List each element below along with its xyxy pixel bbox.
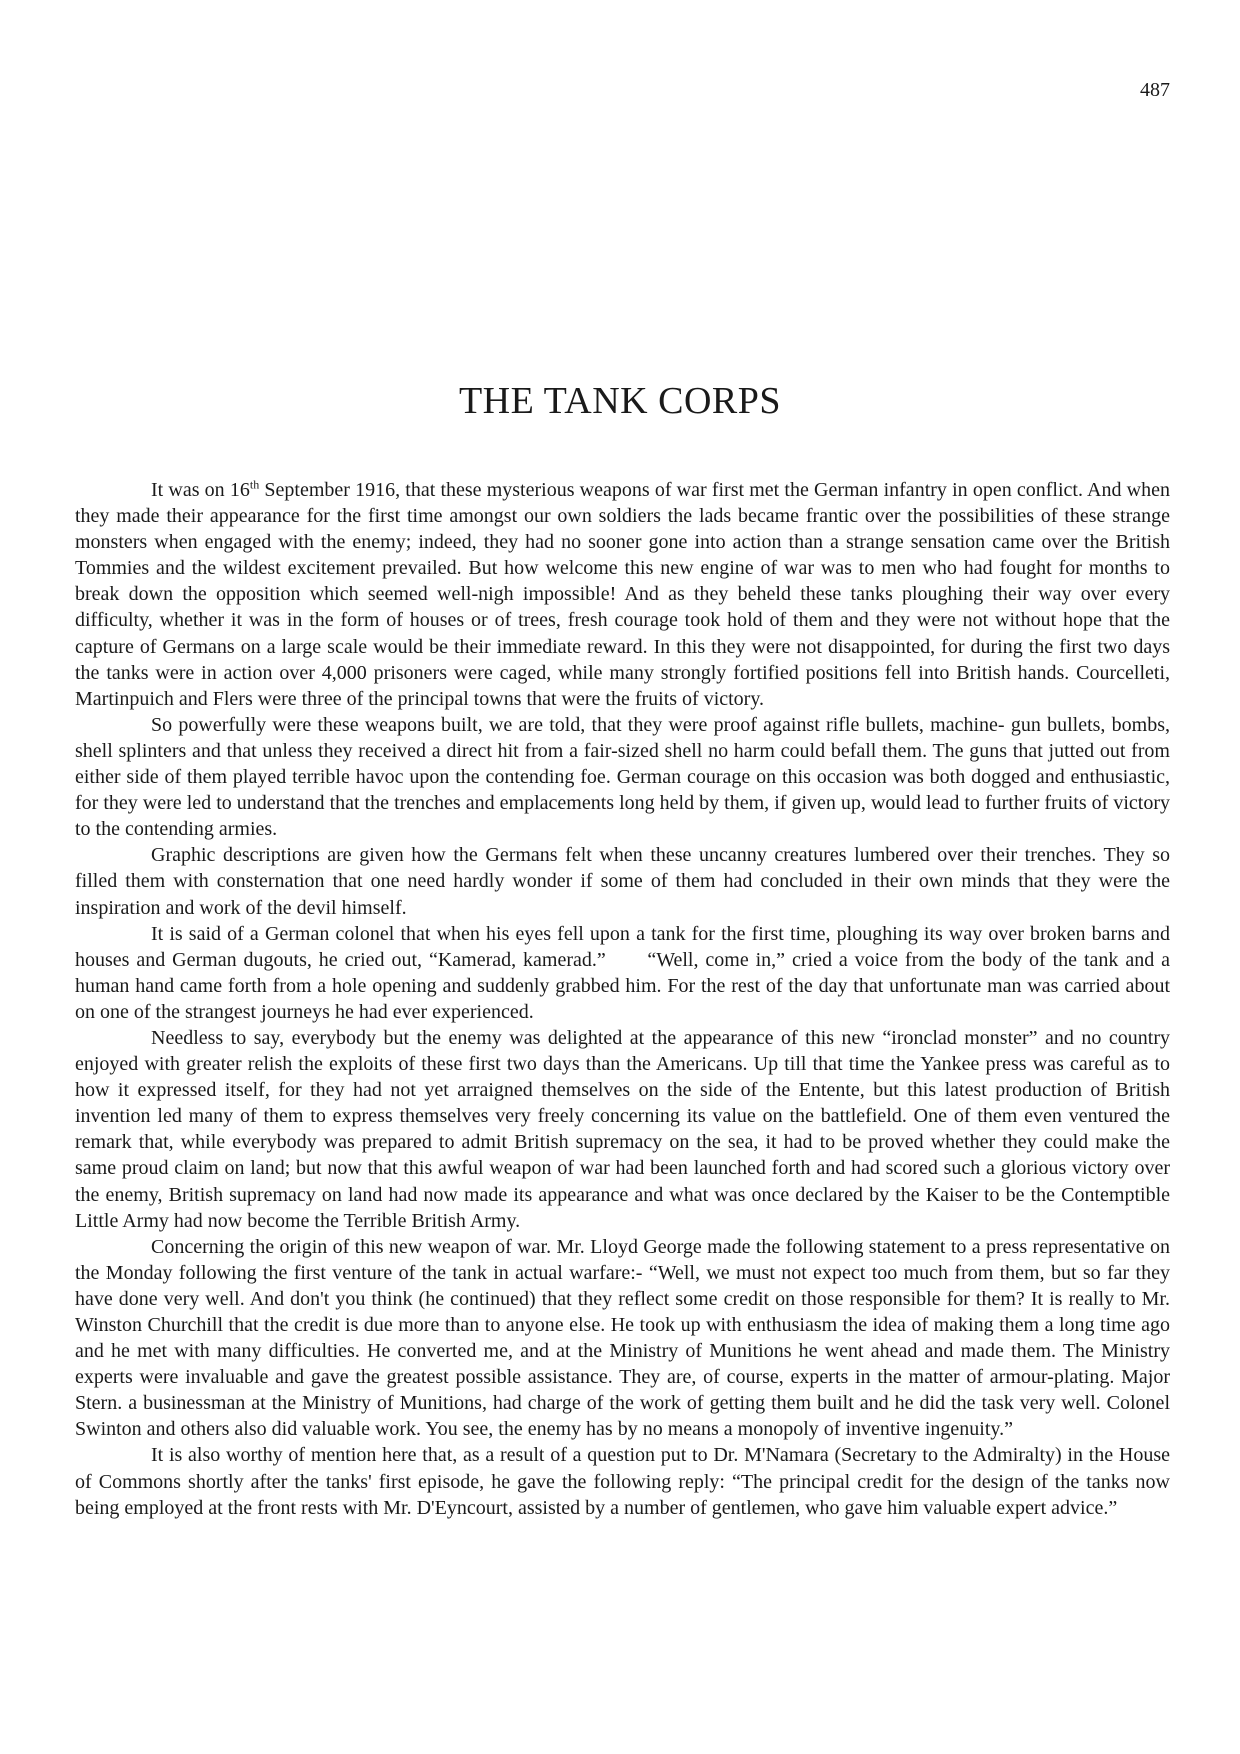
page-number: 487 xyxy=(1140,79,1170,101)
paragraph-4: It is said of a German colonel that when his eyes fell upon a tank for the first time, ploughing its way over broken barns and houses and German dugouts, he cried out, “Kamerad, kamerad.” “Well, come in,” cried a voice from the body of the tank and a human hand came forth from a hole opening and suddenly grabbed him. For the rest of the day that unfortunate man was carried about on one of the strangest journeys he had ever experienced. xyxy=(75,922,1175,1023)
paragraph-2: So powerfully were these weapons built, we are told, that they were proof against rifle bullets, machine- gun bullets, bombs, shell splinters and that unless they received a direct hit from a fair-sized shell no harm could befall them. The guns that jutted out from either side of them played terrible havoc upon the contending foe. German courage on this occasion was both dogged and enthusiastic, for they were led to understand that the trenches and emplacements long held by them, if given up, would lead to further fruits of victory to the contending armies. xyxy=(75,713,1170,841)
paragraph-1-text: September 1916, that these mysterious weapons of war first met the German infantry in open conflict. And when they made their appearance for the first time amongst our own soldiers the lads became frantic over the possibilities of these strange monsters when engaged with the enemy; indeed, they had no sooner gone into action than a strange sensation came over the British Tommies and the wildest excitement prevailed. But how welcome this new engine of war was to men who had fought for months to break down the opposition which seemed well-nigh impossible! And as they beheld these tanks ploughing their way over every difficulty, whether it was in the form of houses or of trees, fresh courage took hold of them and they were not without hope that the capture of Germans on a large scale would be their immediate reward. In this they were not disappointed, for during the first two days the tanks were in action over 4,000 prisoners were caged, while many strongly fortified positions fell into British hands. Courcelleti, Martinpuich and Flers were three of the principal towns that were the fruits of victory. xyxy=(75,479,1170,710)
ordinal-suffix: th xyxy=(249,477,260,492)
paragraph-6: Concerning the origin of this new weapon of war. Mr. Lloyd George made the following statement to a press representative on the Monday following the first venture of the tank in actual warfare:- “Well, we must not expect too much from them, but so far they have done very well. And don't you think (he continued) that they reflect some credit on those responsible for them? It is really to Mr. Winston Churchill that the credit is due more than to anyone else. He took up with enthusiasm the idea of making them a long time ago and he met with many difficulties. He converted me, and at the Ministry of Munitions he went ahead and made them. The Ministry experts were invaluable and gave the greatest possible assistance. They are, of course, experts in the matter of armour-plating. Major Stern. a businessman at the Ministry of Munitions, had charge of the work of getting them built and he did the task very well. Colonel Swinton and others also did valuable work. You see, the enemy has by no means a monopoly of inventive ingenuity.” xyxy=(75,1235,1170,1441)
paragraph-1-lead: It was on 16 xyxy=(151,479,250,501)
article-body xyxy=(75,477,1175,1521)
chapter-title: THE TANK CORPS xyxy=(458,380,782,422)
paragraph-7: It is also worthy of mention here that, as a result of a question put to Dr. M'Namara (Secretary to the Admiralty) in the House of Commons shortly after the tanks' first episode, he gave the following reply: “The principal credit for the design of the tanks now being employed at the front rests with Mr. D'Eyncourt, assisted by a number of gentlemen, who gave him valuable expert advice.” xyxy=(75,1444,1170,1519)
paragraph-1 xyxy=(75,477,1170,712)
paragraph-3: Graphic descriptions are given how the Germans felt when these uncanny creatures lumbered over their trenches. They so filled them with consternation that one need hardly wonder if some of them had concluded in their own minds that they were the inspiration and work of the devil himself. xyxy=(75,844,1170,919)
paragraph-5: Needless to say, everybody but the enemy was delighted at the appearance of this new “ironclad monster” and no country enjoyed with greater relish the exploits of these first two days than the Americans. Up till that time the Yankee press was careful as to how it expressed itself, for they had not yet arraigned themselves on the side of the Entente, but this latest production of British invention led many of them to express themselves very freely concerning its value on the battlefield. One of them even ventured the remark that, while everybody was prepared to admit British supremacy on the sea, it had to be proved whether they could make the same proud claim on land; but now that this awful weapon of war had been launched forth and had scored such a glorious victory over the enemy, British supremacy on land had now made its appearance and what was once declared by the Kaiser to be the Contemptible Little Army had now become the Terrible British Army. xyxy=(75,1026,1170,1232)
